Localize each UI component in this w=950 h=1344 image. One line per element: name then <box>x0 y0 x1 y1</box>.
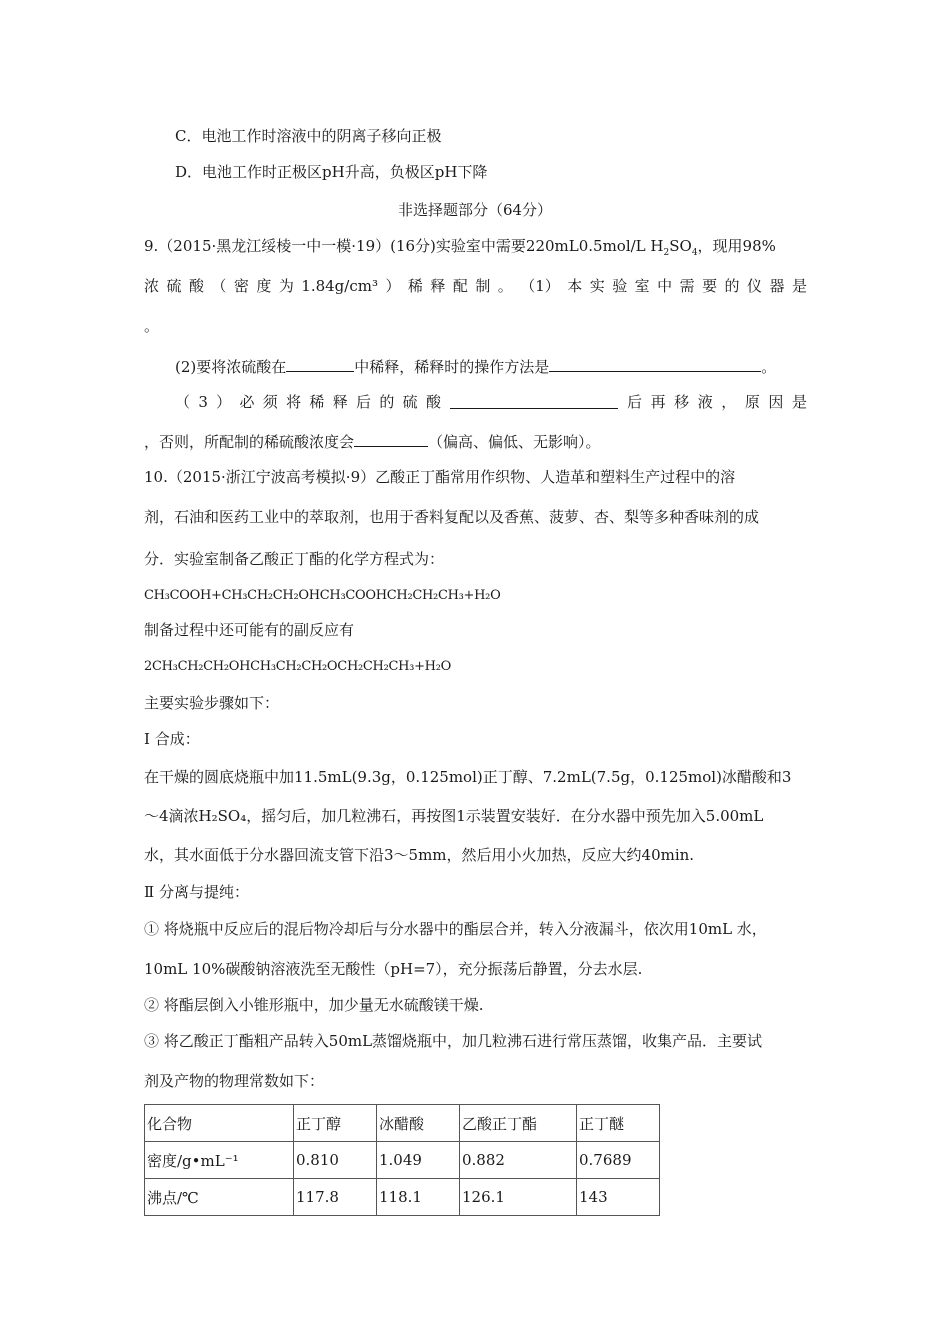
side-reaction-label: 制备过程中还可能有的副反应有 <box>144 621 355 639</box>
word: 释 <box>430 277 446 295</box>
word: 再 <box>650 393 666 411</box>
step1-title: Ⅰ 合成： <box>144 730 200 748</box>
word: 的 <box>724 277 740 295</box>
word: 为 <box>278 277 294 295</box>
table-row <box>145 1179 660 1216</box>
word: 中 <box>657 277 673 295</box>
word: 3 <box>198 393 208 411</box>
step1-text: ～4滴浓H₂SO₄，摇匀后，加几粒沸石，再按图1示装置安装好．在分水器中预先加入5.00mL <box>144 807 764 825</box>
table-cell: 0.882 <box>460 1142 577 1179</box>
option-d: D．电池工作时正极区pH升高，负极区pH下降 <box>175 163 488 181</box>
word: ） <box>216 393 232 411</box>
table-header-cell: 正丁醚 <box>577 1105 660 1142</box>
word: 密 <box>233 277 249 295</box>
word: 稀 <box>309 393 325 411</box>
equation-main: CH₃COOH+CH₃CH₂CH₂OHCH₃COOHCH₂CH₂CH₃+H₂O <box>144 588 501 603</box>
word: 稀 <box>407 277 423 295</box>
q9-part3-line2: ，否则，所配制的稀硫酸浓度会 （偏高、偏低、无影响）。 <box>144 430 601 452</box>
word: 将 <box>286 393 302 411</box>
answer-blank[interactable] <box>354 430 428 447</box>
q9-part3 <box>175 392 807 412</box>
table-cell: 118.1 <box>377 1179 460 1216</box>
word: 实 <box>589 277 605 295</box>
word: 需 <box>679 277 695 295</box>
word: 仪 <box>747 277 763 295</box>
table-header-row <box>145 1105 660 1142</box>
word: 移 <box>674 393 690 411</box>
q10-line3: 分．实验室制备乙酸正丁酯的化学方程式为： <box>144 550 445 568</box>
word: 验 <box>612 277 628 295</box>
word: 酸 <box>188 277 204 295</box>
table-cell: 117.8 <box>294 1179 377 1216</box>
step2-item: ② 将酯层倒入小锥形瓶中，加少量无水硫酸镁干燥. <box>144 996 484 1014</box>
answer-blank[interactable] <box>286 355 354 372</box>
word: 释 <box>332 393 348 411</box>
table-header-cell: 乙酸正丁酯 <box>460 1105 577 1142</box>
step2-item: 10mL 10%碳酸钠溶液洗至无酸性（pH=7），充分振荡后静置，分去水层. <box>144 960 643 978</box>
q9-line2 <box>144 276 807 296</box>
word: 因 <box>768 393 784 411</box>
word: 硫 <box>402 393 418 411</box>
word: 制 <box>475 277 491 295</box>
word: 是 <box>791 277 807 295</box>
table-cell: 1.049 <box>377 1142 460 1179</box>
word: （ <box>211 277 227 295</box>
table-header-cell: 正丁醇 <box>294 1105 377 1142</box>
word: （ <box>175 393 191 411</box>
word: 本 <box>567 277 583 295</box>
word: 器 <box>769 277 785 295</box>
q9-line1: 9.（2015·黑龙江绥棱一中一模·19）(16分)实验室中需要220mL0.5mol/L $H_2SO_4$，现用98% <box>144 237 776 258</box>
step2-item: ① 将烧瓶中反应后的混后物冷却后与分水器中的酯层合并，转入分液漏斗，依次用10mL 水， <box>144 920 767 938</box>
table-cell: 0.7689 <box>577 1142 660 1179</box>
table-row <box>145 1142 660 1179</box>
word: 的 <box>379 393 395 411</box>
section-title: 非选择题部分（64分） <box>397 201 553 219</box>
table-cell: 密度/g•mL⁻¹ <box>145 1142 294 1179</box>
word: 要 <box>702 277 718 295</box>
answer-blank[interactable] <box>549 355 761 372</box>
table-header-cell: 冰醋酸 <box>377 1105 460 1142</box>
q9-part2: (2)要将浓硫酸在 中稀释，稀释时的操作方法是 。 <box>175 355 776 377</box>
option-c: C．电池工作时溶液中的阴离子移向正极 <box>175 127 442 145</box>
step2-item: 剂及产物的物理常数如下： <box>144 1072 325 1090</box>
word: 必 <box>239 393 255 411</box>
word: ， <box>721 393 737 411</box>
q10-line1: 10.（2015·浙江宁波高考模拟·9）乙酸正丁酯常用作织物、人造革和塑料生产过程中的溶 <box>144 468 736 486</box>
word: 度 <box>256 277 272 295</box>
word: 硫 <box>166 277 182 295</box>
word: 浓 <box>144 277 160 295</box>
step2-title: Ⅱ 分离与提纯： <box>144 883 249 901</box>
q9-line3: 。 <box>144 317 160 335</box>
word: 原 <box>744 393 760 411</box>
word: 须 <box>262 393 278 411</box>
step1-text: 在干燥的圆底烧瓶中加11.5mL(9.3g，0.125mol)正丁醇、7.2mL(7.5g，0.125mol)冰醋酸和3 <box>144 768 792 786</box>
word: 是 <box>791 393 807 411</box>
equation-side: 2CH₃CH₂CH₂OHCH₃CH₂CH₂OCH₂CH₂CH₃+H₂O <box>144 659 451 674</box>
word: 后 <box>627 393 643 411</box>
word: 。 <box>497 277 513 295</box>
word: 后 <box>356 393 372 411</box>
word: （1） <box>520 277 560 295</box>
word: 酸 <box>425 393 441 411</box>
word: 室 <box>634 277 650 295</box>
table-header-cell: 化合物 <box>145 1105 294 1142</box>
q10-line2: 剂，石油和医药工业中的萃取剂，也用于香料复配以及香蕉、菠萝、杏、梨等多种香味剂的成 <box>144 508 760 526</box>
table-cell: 沸点/℃ <box>145 1179 294 1216</box>
table-cell: 126.1 <box>460 1179 577 1216</box>
step1-text: 水，其水面低于分水器回流支管下沿3～5mm，然后用小火加热，反应大约40min. <box>144 846 695 864</box>
word: 液 <box>697 393 713 411</box>
word: 配 <box>452 277 468 295</box>
physical-constants-table <box>144 1104 660 1216</box>
word: 1.84g/cm³ <box>301 277 378 295</box>
steps-label: 主要实验步骤如下： <box>144 694 280 712</box>
step2-item: ③ 将乙酸正丁酯粗产品转入50mL蒸馏烧瓶中，加几粒沸石进行常压蒸馏，收集产品．主要试 <box>144 1032 763 1050</box>
table-cell: 143 <box>577 1179 660 1216</box>
answer-blank[interactable] <box>450 392 618 409</box>
table-cell: 0.810 <box>294 1142 377 1179</box>
word: ） <box>385 277 401 295</box>
